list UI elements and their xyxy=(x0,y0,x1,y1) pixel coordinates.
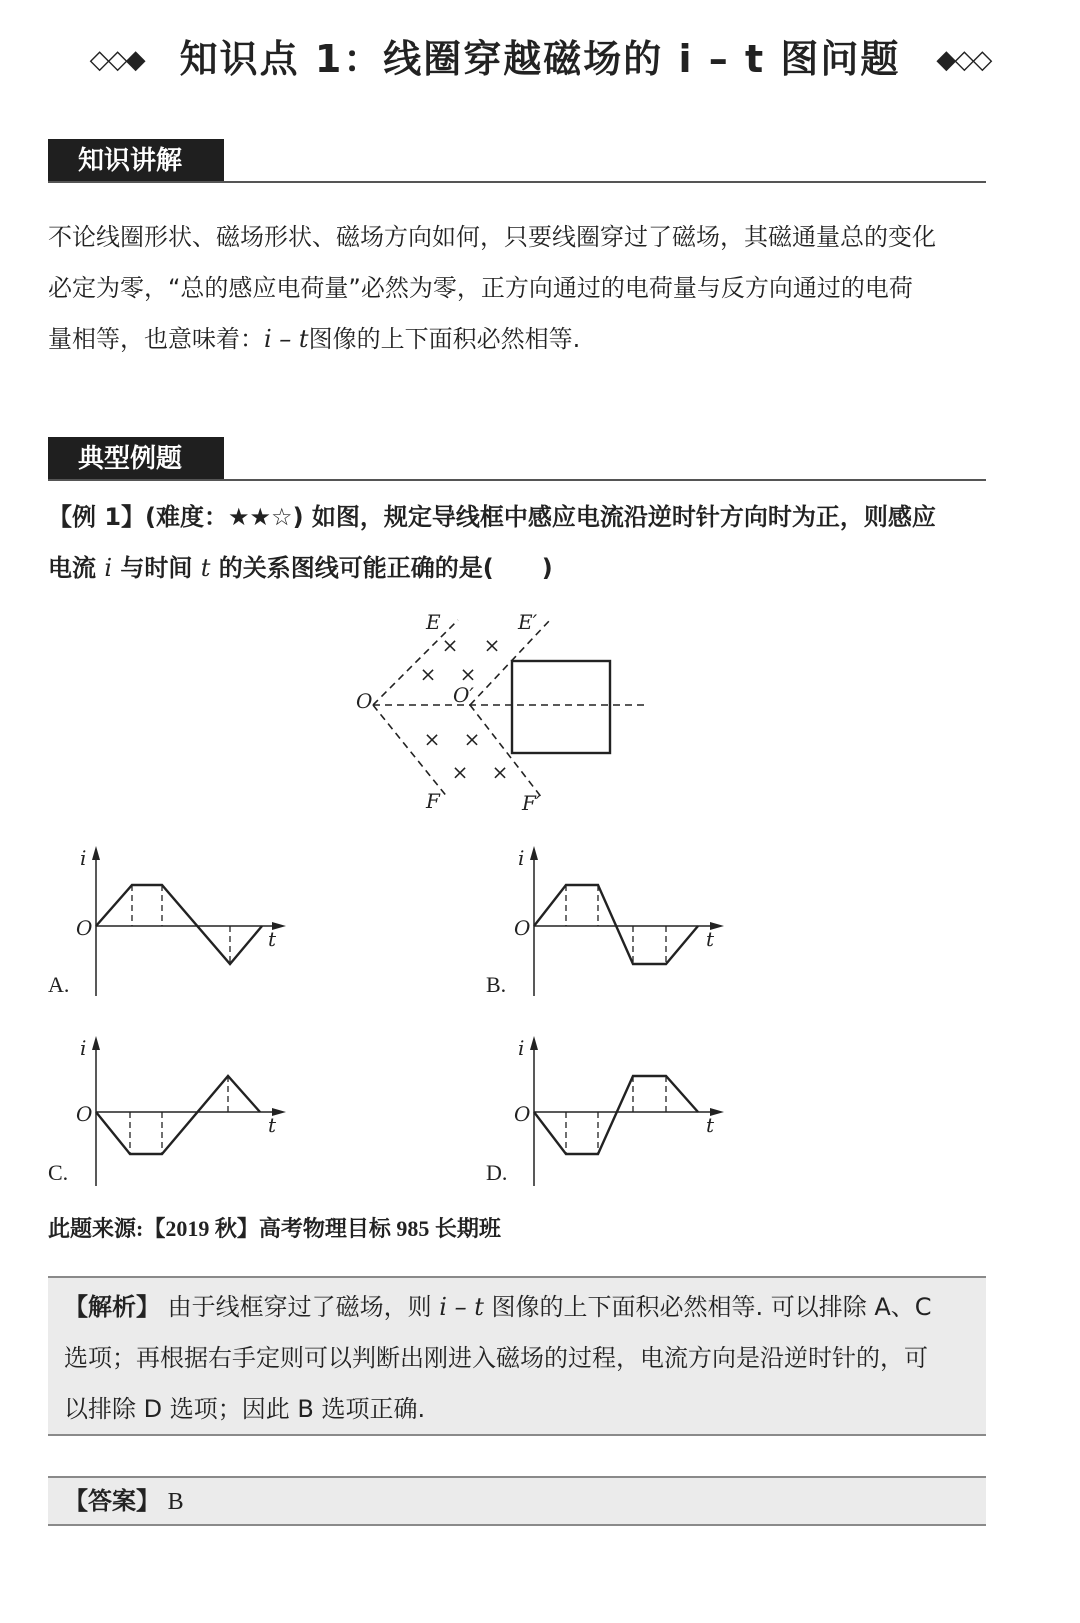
axis-i-label: i xyxy=(80,846,87,870)
origin-label: O xyxy=(76,916,93,940)
question-source: 此题来源:【2019 秋】高考物理目标 985 长期班 xyxy=(48,1216,501,1241)
example-line-2: 电流 i 与时间 t 的关系图线可能正确的是( ) xyxy=(48,554,553,582)
field-cross: × xyxy=(419,662,437,686)
origin-label: O xyxy=(514,1102,531,1126)
option-graph-b xyxy=(478,838,958,1013)
axis-t-label: t xyxy=(268,927,277,951)
field-cross: × xyxy=(463,727,481,751)
label-F: F xyxy=(426,789,440,813)
field-cross: × xyxy=(423,727,441,751)
analysis-line-3: 以排除 D 选项；因此 B 选项正确. xyxy=(64,1395,426,1423)
analysis-text xyxy=(64,1282,969,1435)
title-deco-left: ◇◇◆ xyxy=(89,45,144,75)
label-F-prime: F′ xyxy=(522,791,541,815)
axis-i-label: i xyxy=(518,846,525,870)
field-cross: × xyxy=(483,633,501,657)
field-cross: × xyxy=(459,662,477,686)
axis-t-label: t xyxy=(706,1113,715,1137)
field-cross: × xyxy=(491,760,509,784)
option-graph-a xyxy=(40,838,520,1013)
option-b-label: B. xyxy=(486,972,507,997)
it-term: i – t xyxy=(439,1293,484,1321)
section-heading-examples: 典型例题 xyxy=(48,437,224,481)
answer-text xyxy=(64,1478,969,1525)
analysis-line-2: 选项；再根据右手定则可以判断出刚进入磁场的过程，电流方向是沿逆时针的，可 xyxy=(64,1344,928,1372)
current-curve xyxy=(534,885,698,964)
boundary-lines xyxy=(373,620,648,798)
field-crosses xyxy=(420,633,509,784)
it-term: i – t xyxy=(264,325,309,353)
analysis-tag: 【解析】 xyxy=(64,1293,160,1321)
example-question xyxy=(48,492,993,594)
option-graph-c xyxy=(40,1028,520,1203)
title-text: 知识点 1：线圈穿越磁场的 i – t 图问题 xyxy=(179,37,901,81)
field-cross: × xyxy=(441,633,459,657)
axis-i-label: i xyxy=(80,1036,87,1060)
label-E: E xyxy=(426,610,441,634)
coil-frame xyxy=(512,661,610,753)
field-cross: × xyxy=(451,760,469,784)
example-line-1: 【例 1】(难度：★★☆) 如图，规定导线框中感应电流沿逆时针方向时为正，则感应 xyxy=(48,503,936,531)
option-c-label: C. xyxy=(48,1160,69,1185)
label-O-prime: O′ xyxy=(453,683,474,707)
origin-label: O xyxy=(76,1102,93,1126)
option-graph-d xyxy=(478,1028,958,1203)
origin-label: O xyxy=(514,916,531,940)
label-E-prime: E′ xyxy=(518,610,538,634)
option-d-label: D. xyxy=(486,1160,508,1185)
knowledge-line-2: 必定为零，“总的感应电荷量”必然为零，正方向通过的电荷量与反方向通过的电荷 xyxy=(48,274,913,302)
axis-t-label: t xyxy=(268,1113,277,1137)
section-rule xyxy=(48,181,986,183)
page-title xyxy=(0,28,1080,83)
answer-box xyxy=(48,1476,986,1526)
label-O: O xyxy=(356,689,373,713)
knowledge-paragraph xyxy=(48,212,993,365)
analysis-box xyxy=(48,1276,986,1436)
section-rule xyxy=(48,479,986,481)
axis-i-label: i xyxy=(518,1036,525,1060)
var-t: t xyxy=(200,554,211,582)
knowledge-line-3: 量相等，也意味着：i – t图像的上下面积必然相等. xyxy=(48,325,581,353)
current-curve xyxy=(96,1076,260,1154)
answer-value: B xyxy=(167,1489,184,1515)
section-heading-knowledge: 知识讲解 xyxy=(48,139,224,183)
answer-tag: 【答案】 xyxy=(64,1487,160,1515)
analysis-line-1: 【解析】 由于线框穿过了磁场，则 i – t 图像的上下面积必然相等. 可以排除 A、C xyxy=(64,1293,932,1321)
axis-t-label: t xyxy=(706,927,715,951)
current-curve xyxy=(534,1076,698,1154)
current-curve xyxy=(96,885,262,964)
title-deco-right: ◆◇◇ xyxy=(936,45,991,75)
var-i: i xyxy=(104,554,113,582)
field-diagram xyxy=(340,600,670,830)
knowledge-line-1: 不论线圈形状、磁场形状、磁场方向如何，只要线圈穿过了磁场，其磁通量总的变化 xyxy=(48,223,936,251)
option-a-label: A. xyxy=(48,972,70,997)
